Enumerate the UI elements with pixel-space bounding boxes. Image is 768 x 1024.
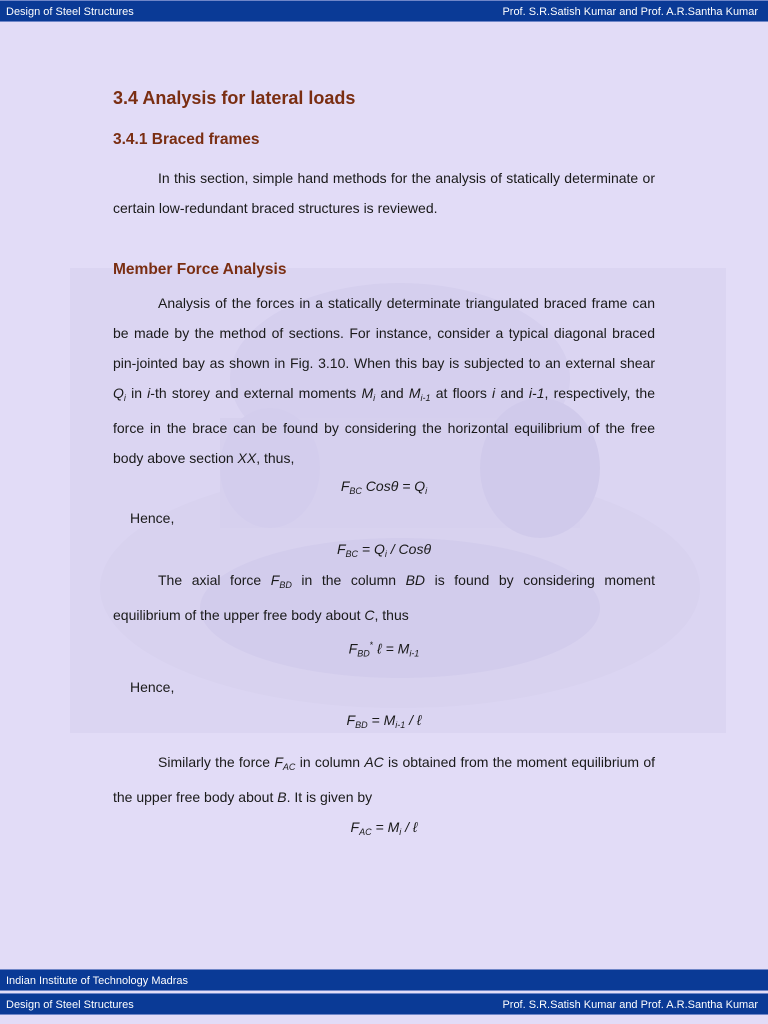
next-page-edge bbox=[0, 1017, 768, 1024]
hence-label-2: Hence, bbox=[130, 679, 175, 695]
hence-label-1: Hence, bbox=[130, 510, 175, 526]
equation-fac: $F_{AC} = M_i$ / ℓ bbox=[350, 819, 418, 837]
equation-fbc-cos: $F_{BC}$ $Cos\theta = Q_i$ bbox=[340, 478, 428, 496]
equation-fbd: $F_{BD} = M_{i-1}$ / ℓ bbox=[346, 712, 422, 730]
intro-paragraph: In this section, simple hand methods for the analysis of statically determinate or certain low-redundant braced structures is reviewed. bbox=[113, 170, 655, 216]
footer-institution-bar bbox=[0, 969, 768, 991]
section-title: 3.4 Analysis for lateral loads bbox=[113, 88, 356, 108]
footer-institution: Indian Institute of Technology Madras bbox=[6, 975, 189, 987]
paragraph-axial-force: The axial force $F_{BD}$ in the column BD is found by considering moment equilibrium of the upper free body about C, thus bbox=[113, 572, 655, 623]
subsection-title: 3.4.1 Braced frames bbox=[113, 131, 260, 148]
header-authors: Prof. S.R.Satish Kumar and Prof. A.R.Santha Kumar bbox=[502, 6, 758, 18]
header-bar bbox=[0, 0, 768, 22]
header-course-title: Design of Steel Structures bbox=[6, 6, 134, 18]
paragraph-force-fac: Similarly the force $F_{AC}$ in column AC is obtained from the moment equilibrium of the upper free body about B. It is given by bbox=[113, 754, 655, 805]
member-force-heading: Member Force Analysis bbox=[113, 261, 287, 278]
equation-fbc: $F_{BC} = Q_i / Cos\theta$ bbox=[336, 541, 432, 559]
footer-bar bbox=[0, 993, 768, 1015]
equation-fbd-moment: $F_{BD}^*$ ℓ = $M_{i-1}$ bbox=[348, 640, 420, 659]
paragraph-method-of-sections: Analysis of the forces in a statically determinate triangulated braced frame can be made by the method of sections. For instance, consider a typical diagonal braced pin-jointed bay as shown in Fig. 3.10. When this bay is subjected to an external shear $Q_i$ in i-th storey and external moments $M_i$ and $M_{i-1}$ at floors i and i-1, respectively, the force in the brace can be found by considering the horizontal equilibrium of the free body above section XX, thus, bbox=[113, 295, 655, 466]
footer-authors: Prof. S.R.Satish Kumar and Prof. A.R.Santha Kumar bbox=[502, 999, 758, 1011]
footer-course-title: Design of Steel Structures bbox=[6, 999, 134, 1011]
